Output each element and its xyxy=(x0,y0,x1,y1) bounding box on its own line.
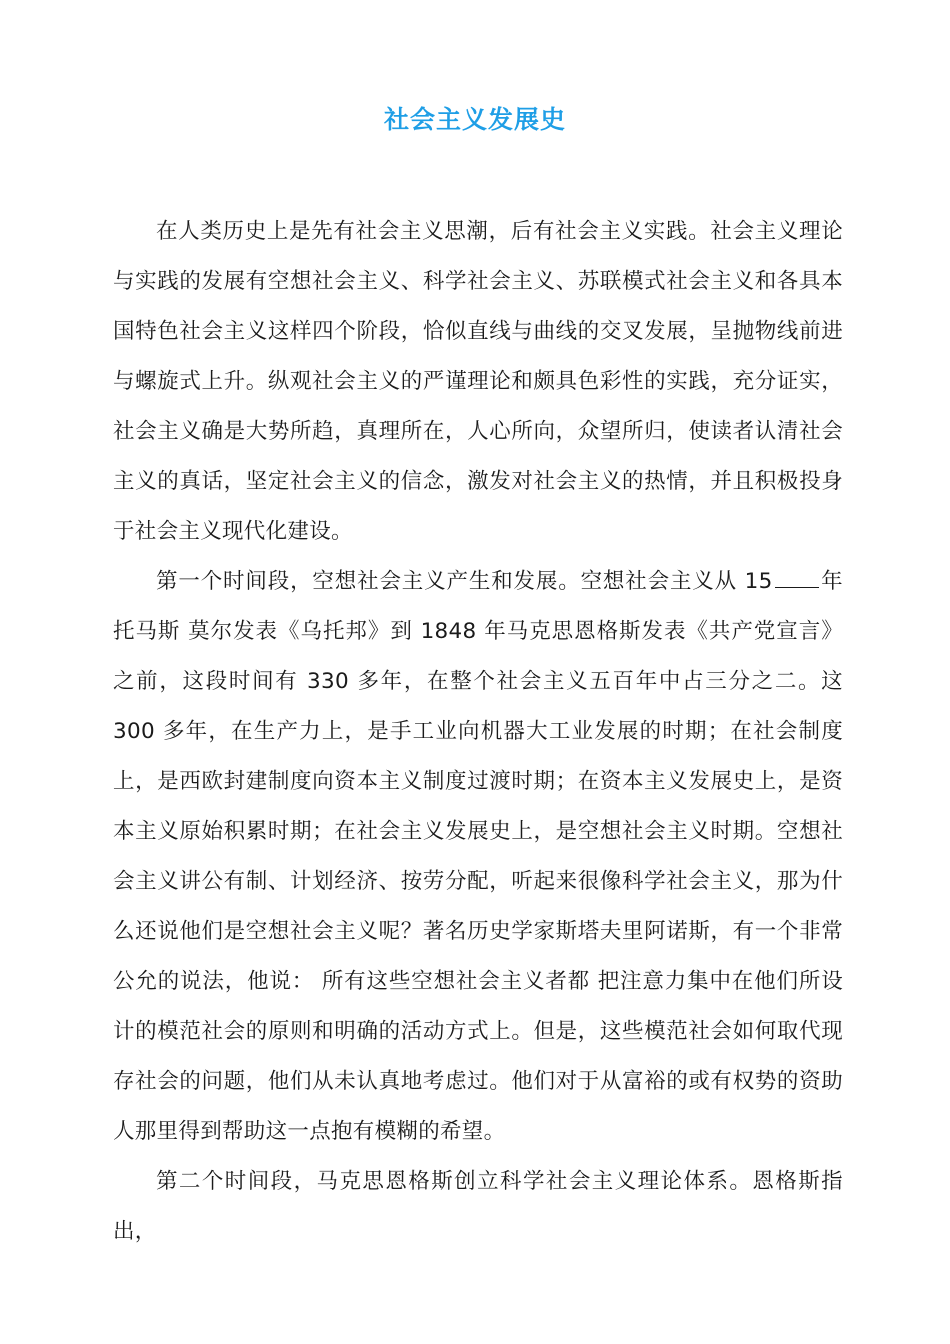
paragraph-first-period-rest: 年托马斯 莫尔发表《乌托邦》到 1848 年马克思恩格斯发表《共产党宣言》之前，这段时间有 330 多年，在整个社会主义五百年中占三分之二。这 300 多年，在生产力上，是手工业向机器大工业发展的时期；在社会制度上，是西欧封建制度向资本主义制度过渡时期；在资本主义发展史上，是资本主义原始积累时期；在社会主义发展史上，是空想社会主义时期。空想社会主义讲公有制、计划经济、按劳分配，听起来很像科学社会主义，那为什么还说他们是空想社会主义呢？著名历史学家斯塔夫里阿诺斯，有一个非常公允的说法，他说： 所有这些空想社会主义者都 把注意力集中在他们所设计的模范社会的原则和明确的活动方式上。但是，这些模范社会如何取代现存社会的问题，他们从未认真地考虑过。他们对于从富裕的或有权势的资助人那里得到帮助这一点抱有模糊的希望。 xyxy=(113,569,843,1144)
document-title: 社会主义发展史 xyxy=(383,105,566,134)
paragraph-intro: 在人类历史上是先有社会主义思潮，后有社会主义实践。社会主义理论与实践的发展有空想社会主义、科学社会主义、苏联模式社会主义和各具本国特色社会主义这样四个阶段，恰似直线与曲线的交叉发展，呈抛物线前进与螺旋式上升。纵观社会主义的严谨理论和颇具色彩性的实践，充分证实，社会主义确是大势所趋，真理所在，人心所向，众望所归，使读者认清社会主义的真话，坚定社会主义的信念，激发对社会主义的热情，并且积极投身于社会主义现代化建设。 xyxy=(113,219,843,544)
paragraph-second-period: 第二个时间段，马克思恩格斯创立科学社会主义理论体系。恩格斯指出， xyxy=(113,1169,843,1244)
paragraph-first-period xyxy=(113,557,843,1157)
fill-in-blank xyxy=(775,567,819,588)
paragraph-first-period-start: 第一个时间段，空想社会主义产生和发展。空想社会主义从 15 xyxy=(156,569,773,594)
document-body xyxy=(113,207,843,1257)
